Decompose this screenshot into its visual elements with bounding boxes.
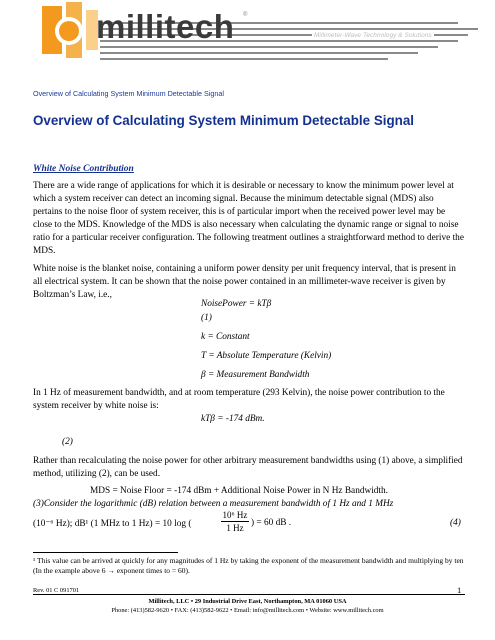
paragraph-simplified: Rather than recalculating the noise power for other arbitrary measurement bandwidths using (1) above, a simplified method, utilizing (2), can be used. [33,456,463,479]
equation-mds: MDS = Noise Floor = -174 dBm + Additional Noise Power in N Hz Bandwidth. [90,486,388,496]
equation-log-left: (10⁻⁶ Hz); dB¹ (1 MHz to 1 Hz) = 10 log ( [33,519,192,529]
revision-label: Rev. 01 C 091701 [33,587,80,594]
footer-company-address: Millitech, LLC • 29 Industrial Drive East, Northampton, MA 01060 USA [148,598,347,605]
equation-number: (1) [201,313,212,323]
footnote: ¹ This value can be arrived at quickly for any magnitudes of 1 Hz by taking the exponent of the measurement bandwidth and multiplying by ten (In the example above 6 → exponent times to = 60). [33,556,464,575]
paragraph-intro: There are a wide range of applications for which it is desirable or necessary to know the minimum power level at which a system receiver can detect an incoming signal. Because the minimum detectable signal (MDS) also pertains to the noise floor of system receiver, this is of particular import when the received power level may be close to the MDS. Knowledge of the MDS is also necessary when calculating the dynamic range or signal to noise ratio for a particular receiver configuration. The following treatment outlines a straightforward method to derive the MDS. [33,181,464,256]
footnote-divider [33,552,178,553]
fraction-bar [221,521,249,522]
definition-k: k = Constant [201,332,250,342]
registered-mark: ® [243,12,248,18]
equation-noise-power: NoisePower = kTβ [201,299,272,309]
breadcrumb: Overview of Calculating System Minimum Detectable Signal [33,89,224,98]
definition-t: T = Absolute Temperature (Kelvin) [201,351,332,361]
section-heading: White Noise Contribution [33,164,134,174]
footer-contact: Phone: (413)582-9620 • FAX: (413)582-9622 • Email: info@millitech.com • Website: www.millitech.com [111,607,384,614]
definition-beta: β = Measurement Bandwidth [201,370,310,380]
fraction-numerator: 10⁶ Hz [222,510,248,520]
header-banner [0,0,495,78]
equation-ktb: kTβ = -174 dBm. [201,414,265,424]
equation-number: (2) [62,437,73,447]
footer-company [0,597,495,615]
paragraph-room-temp: In 1 Hz of measurement bandwidth, and at room temperature (293 Kelvin), the noise power contribution to the system receiver by white noise is: [33,388,445,411]
logo-wordmark: millitech [96,8,235,45]
millitech-logo-icon [38,0,100,62]
equation-number: (4) [450,518,461,528]
paragraph-log-relation: (3)Consider the logarithmic (dB) relation between a measurement bandwidth of 1 Hz and 1 MHz [33,499,394,509]
page-number: 1 [457,585,462,595]
page-title: Overview of Calculating System Minimum Detectable Signal [33,113,414,128]
paragraph-white-noise: White noise is the blanket noise, containing a uniform power density per unit frequency interval, that is present in all electrical system. It can be shown that the noise power contained in an millimeter-wave receiver is given by Boltzman’s Law, i.e., [33,264,456,300]
fraction-denominator: 1 Hz [226,523,244,533]
tagline: Millimeter-Wave Technology & Solutions [314,32,432,39]
equation-log-right: ) = 60 dB . [251,518,292,528]
footer-divider [33,594,465,595]
